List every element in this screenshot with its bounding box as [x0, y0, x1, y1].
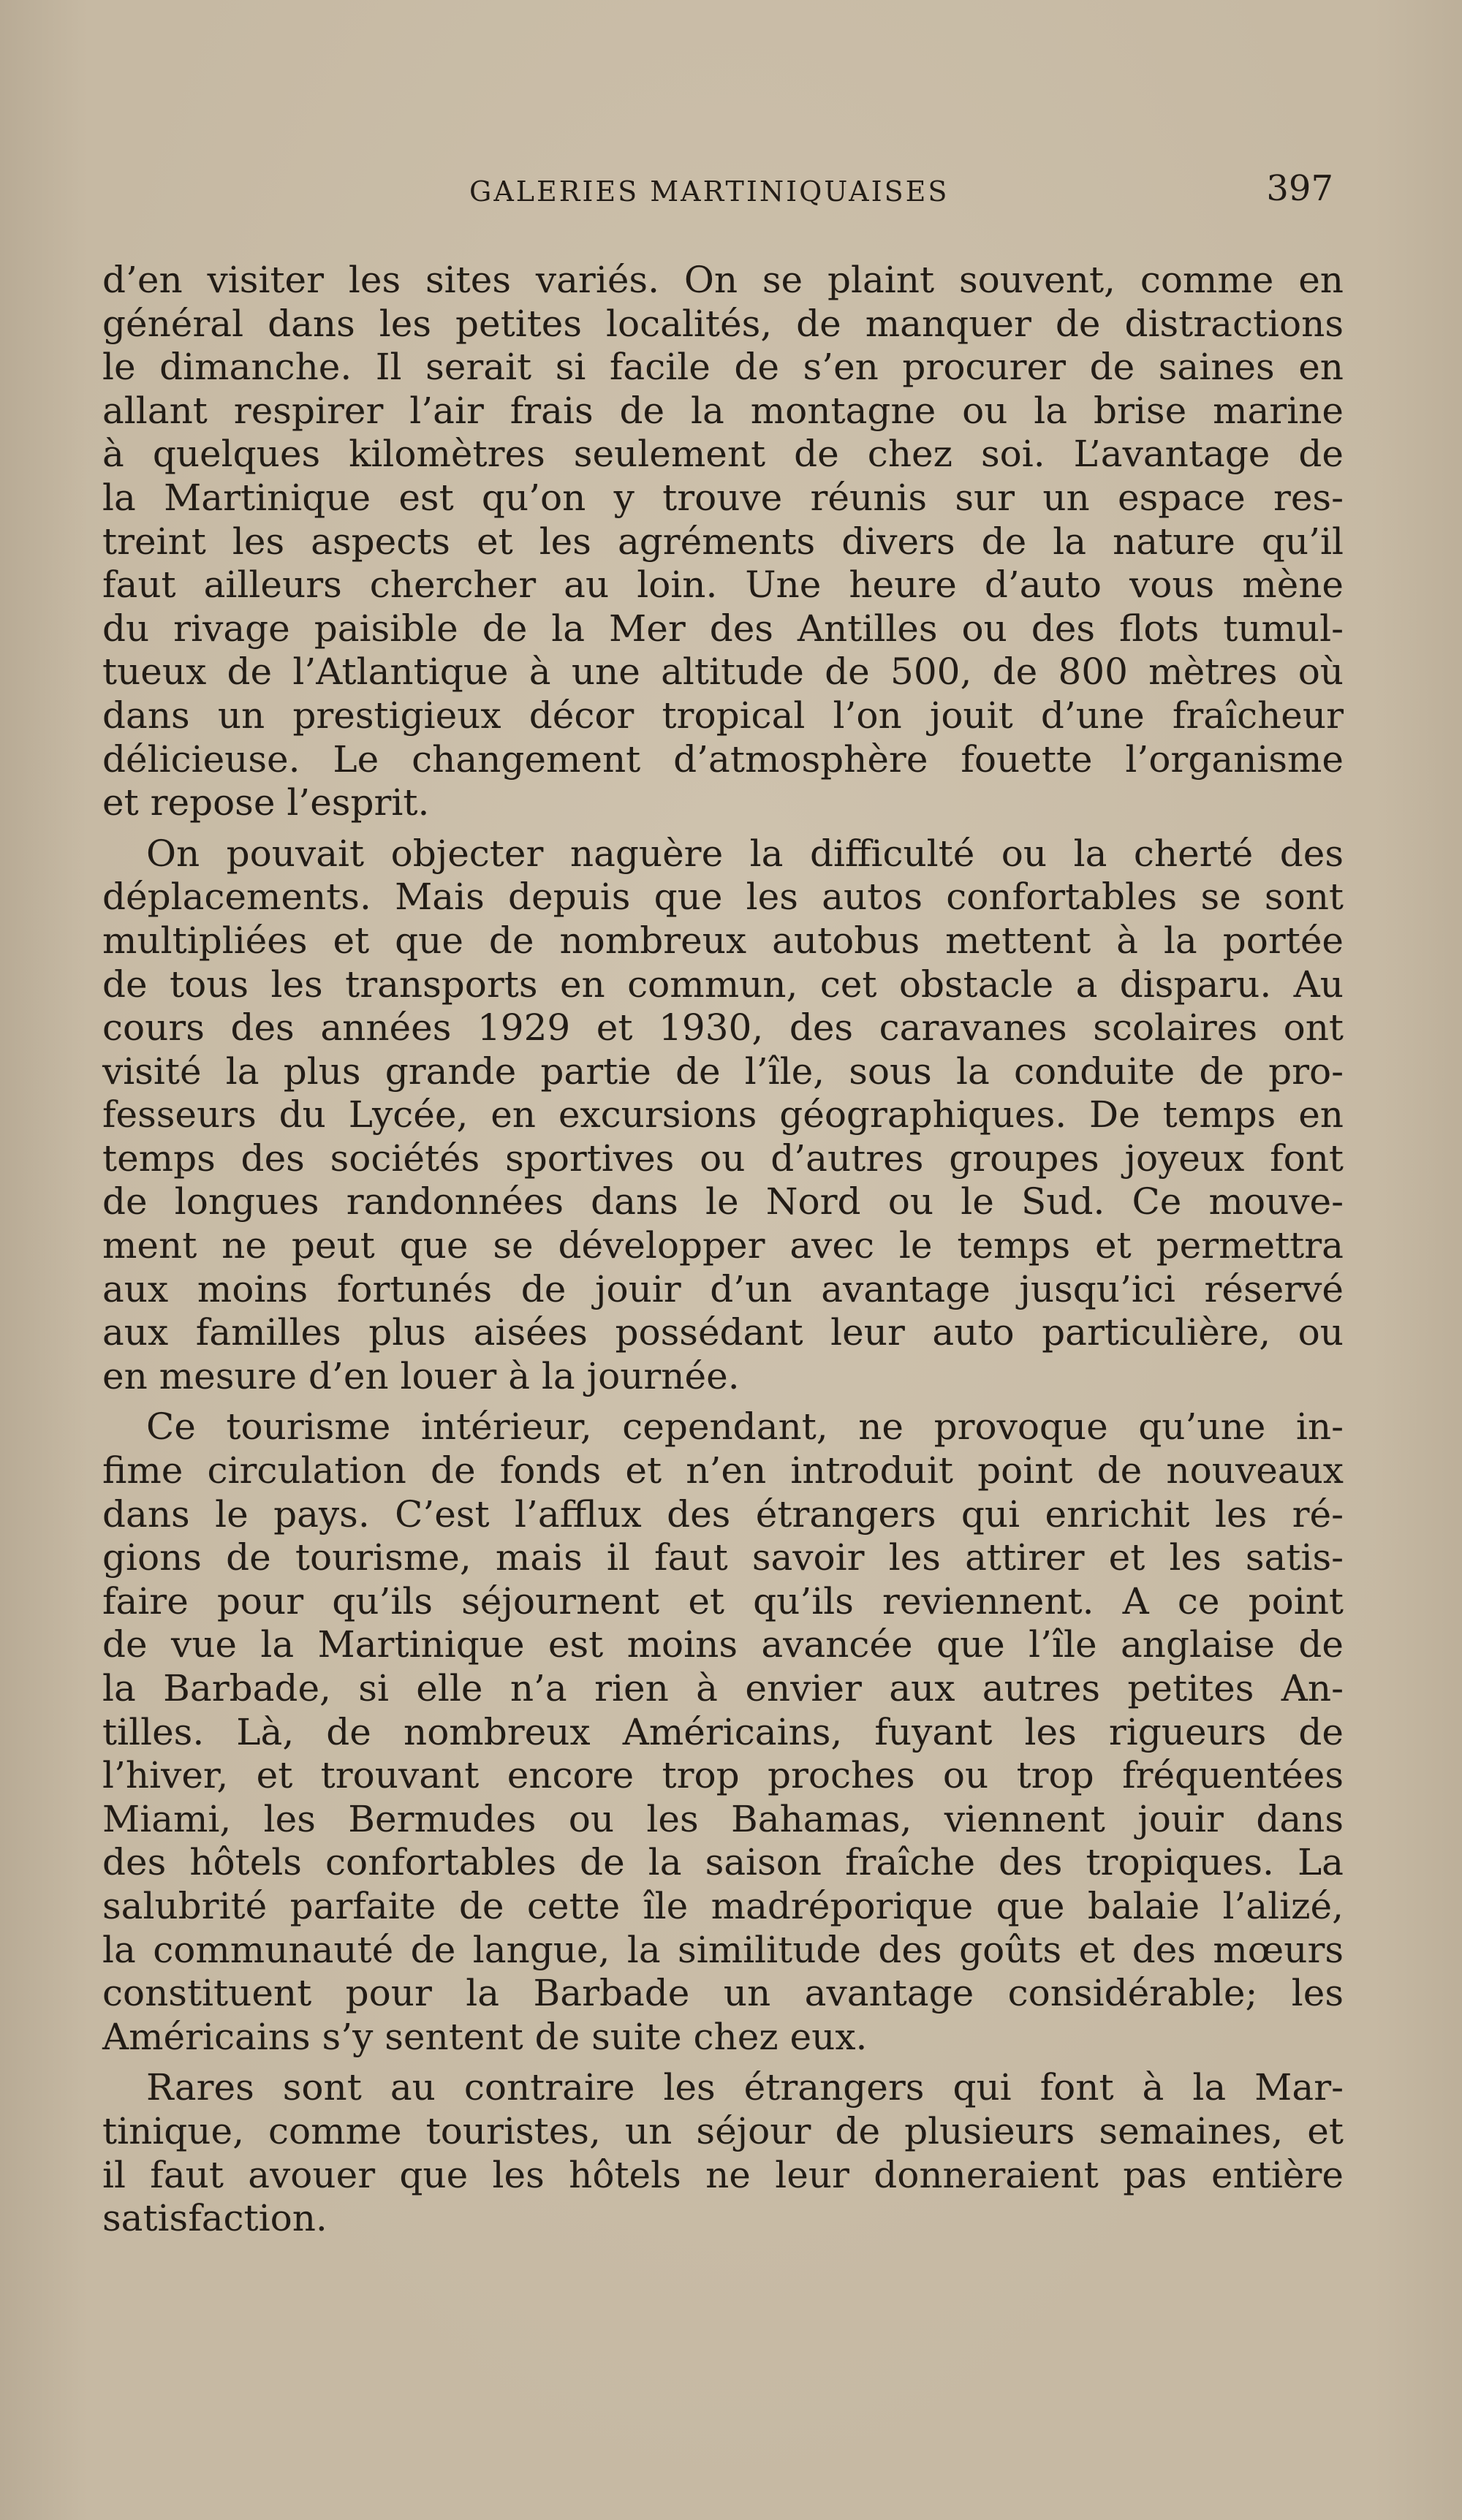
text-line: de longues randonnées dans le Nord ou le Sud. Ce mouve-: [102, 1180, 1344, 1223]
text-line: d’en visiter les sites variés. On se plaint souvent, comme en: [102, 259, 1344, 301]
paragraph-2: [102, 832, 1344, 1399]
text-line: il faut avouer que les hôtels ne leur donneraient pas entière: [102, 2153, 1344, 2196]
text-line: du rivage paisible de la Mer des Antilles ou des flots tumul-: [102, 607, 1344, 650]
text-line: dans le pays. C’est l’afflux des étrangers qui enrichit les ré-: [102, 1492, 1344, 1536]
body-text: [102, 259, 1344, 2248]
text-line: gions de tourisme, mais il faut savoir les attirer et les satis-: [102, 1536, 1344, 1579]
text-line: visité la plus grande partie de l’île, sous la conduite de pro-: [102, 1050, 1344, 1093]
text-line: déplacements. Mais depuis que les autos confortables se sont: [102, 876, 1344, 919]
paragraph-1: [102, 259, 1344, 825]
text-line: tueux de l’Atlantique à une altitude de 500, de 800 mètres où: [102, 650, 1344, 694]
text-line: multipliées et que de nombreux autobus mettent à la portée: [102, 919, 1344, 962]
text-line: Rares sont au contraire les étrangers qui font à la Mar-: [146, 2066, 1344, 2109]
text-line: la Martinique est qu’on y trouve réunis sur un espace res-: [102, 476, 1344, 519]
text-line: satisfaction.: [102, 2197, 327, 2240]
text-line: Miami, les Bermudes ou les Bahamas, viennent jouir dans: [102, 1797, 1344, 1840]
text-line: faut ailleurs chercher au loin. Une heure d’auto vous mène: [102, 563, 1344, 607]
text-line: fime circulation de fonds et n’en introduit point de nouveaux: [102, 1449, 1344, 1492]
text-line: l’hiver, et trouvant encore trop proches ou trop fréquentées: [102, 1754, 1344, 1797]
text-line: Américains s’y sentent de suite chez eux.: [102, 2015, 868, 2058]
text-line: des hôtels confortables de la saison fraîche des tropiques. La: [102, 1841, 1344, 1884]
page-number: 397: [1266, 168, 1333, 209]
text-line: cours des années 1929 et 1930, des caravanes scolaires ont: [102, 1006, 1344, 1050]
text-line: délicieuse. Le changement d’atmosphère fouette l’organisme: [102, 737, 1344, 781]
text-line: de vue la Martinique est moins avancée que l’île anglaise de: [102, 1623, 1344, 1666]
text-line: le dimanche. Il serait si facile de s’en procurer de saines en: [102, 346, 1344, 389]
text-line: tilles. Là, de nombreux Américains, fuyant les rigueurs de: [102, 1710, 1344, 1753]
text-line: constituent pour la Barbade un avantage considérable; les: [102, 1972, 1344, 2015]
paragraph-4: [102, 2066, 1344, 2240]
text-line: salubrité parfaite de cette île madréporique que balaie l’alizé,: [102, 1884, 1344, 1927]
page-header: [102, 168, 1345, 212]
text-line: faire pour qu’ils séjournent et qu’ils reviennent. A ce point: [102, 1579, 1344, 1623]
text-line: la Barbade, si elle n’a rien à envier aux autres petites An-: [102, 1667, 1344, 1709]
text-line: aux moins fortunés de jouir d’un avantage jusqu’ici réservé: [102, 1267, 1344, 1310]
text-line: fesseurs du Lycée, en excursions géographiques. De temps en: [102, 1093, 1344, 1136]
text-line: aux familles plus aisées possédant leur auto particulière, ou: [102, 1311, 1344, 1354]
text-line: Ce tourisme intérieur, cependant, ne provoque qu’une in-: [146, 1405, 1344, 1449]
text-line: dans un prestigieux décor tropical l’on jouit d’une fraîcheur: [102, 694, 1344, 737]
text-line: tinique, comme touristes, un séjour de plusieurs semaines, et: [102, 2109, 1344, 2152]
text-line: à quelques kilomètres seulement de chez soi. L’avantage de: [102, 433, 1344, 476]
text-line: en mesure d’en louer à la journée.: [102, 1354, 740, 1397]
paragraph-3: [102, 1405, 1344, 2059]
text-line: et repose l’esprit.: [102, 781, 430, 824]
text-line: allant respirer l’air frais de la montagne ou la brise marine: [102, 389, 1344, 432]
running-title: GALERIES MARTINIQUAISES: [469, 175, 950, 208]
text-line: temps des sociétés sportives ou d’autres groupes joyeux font: [102, 1136, 1344, 1180]
text-line: de tous les transports en commun, cet obstacle a disparu. Au: [102, 963, 1344, 1006]
text-line: treint les aspects et les agréments divers de la nature qu’il: [102, 520, 1344, 563]
text-line: général dans les petites localités, de manquer de distractions: [102, 302, 1344, 345]
text-line: la communauté de langue, la similitude des goûts et des mœurs: [102, 1928, 1344, 1971]
text-line: ment ne peut que se développer avec le temps et permettra: [102, 1224, 1344, 1267]
text-line: On pouvait objecter naguère la difficulté ou la cherté des: [146, 832, 1344, 875]
